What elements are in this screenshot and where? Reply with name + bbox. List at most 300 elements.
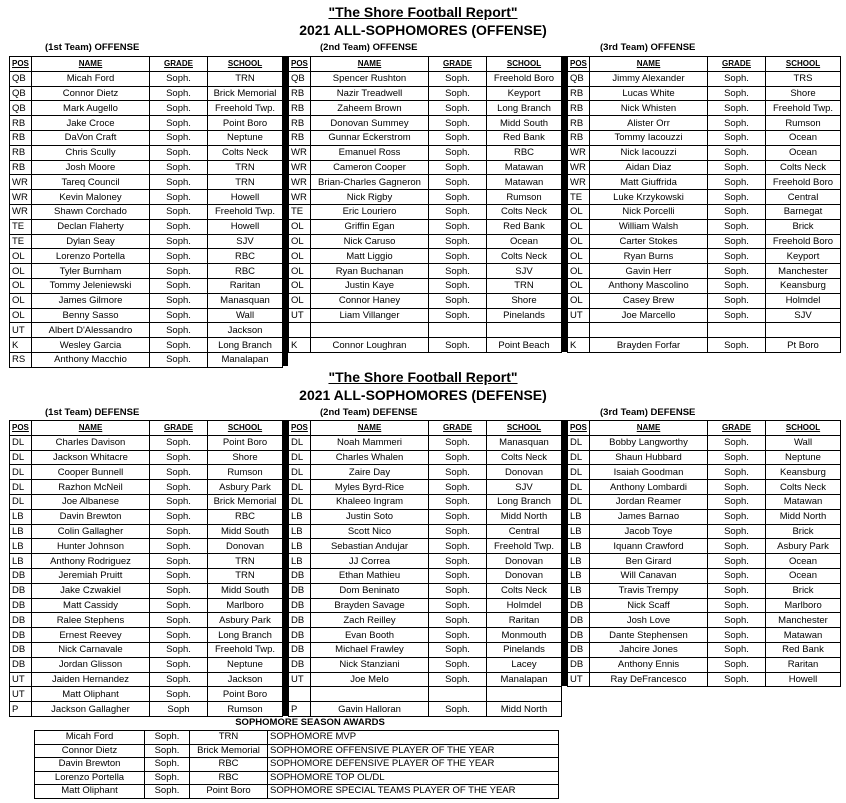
cell-pos: DL <box>289 435 311 450</box>
cell-name <box>311 323 429 338</box>
cell-pos: DL <box>289 450 311 465</box>
cell-pos: UT <box>10 323 32 338</box>
cell-school: Midd South <box>208 583 283 598</box>
cell-school: Manasquan <box>487 435 562 450</box>
cell-school: Freehold Twp. <box>208 642 283 657</box>
cell-school: Colts Neck <box>487 583 562 598</box>
cell-pos: WR <box>289 145 311 160</box>
cell-grade: Soph. <box>708 308 766 323</box>
cell-school: Donovan <box>487 465 562 480</box>
cell-school: Manasquan <box>208 293 283 308</box>
cell-school: Midd South <box>208 524 283 539</box>
cell-grade: Soph. <box>150 338 208 353</box>
cell-name: Luke Krzykowski <box>590 190 708 205</box>
cell-pos: DB <box>289 568 311 583</box>
cell-pos: OL <box>289 278 311 293</box>
cell-pos: WR <box>568 175 590 190</box>
cell-pos: DB <box>568 628 590 643</box>
award-school: RBC <box>190 758 268 772</box>
cell-school: Asbury Park <box>208 613 283 628</box>
cell-grade: Soph. <box>708 86 766 101</box>
table-row <box>568 264 841 279</box>
cell-pos: WR <box>568 145 590 160</box>
cell-name: James Barnao <box>590 509 708 524</box>
cell-pos: DL <box>10 435 32 450</box>
table-row <box>10 568 283 583</box>
table-row <box>289 568 562 583</box>
cell-pos: DL <box>568 494 590 509</box>
defense-team1-title: (1st Team) DEFENSE <box>45 407 140 418</box>
table-row <box>568 613 841 628</box>
cell-school: Pinelands <box>487 308 562 323</box>
cell-grade: Soph. <box>708 554 766 569</box>
column-header-school: SCHOOL <box>487 57 562 72</box>
table-row <box>568 598 841 613</box>
column-header-school: SCHOOL <box>208 57 283 72</box>
table-row <box>10 116 283 131</box>
cell-name: Dylan Seay <box>32 234 150 249</box>
cell-pos: LB <box>568 524 590 539</box>
offense-team1-title: (1st Team) OFFENSE <box>45 42 140 53</box>
cell-pos: DB <box>289 598 311 613</box>
table-row <box>10 71 283 86</box>
cell-name: Travis Trempy <box>590 583 708 598</box>
cell-pos: QB <box>289 71 311 86</box>
cell-grade: Soph. <box>429 308 487 323</box>
cell-name: Myles Byrd-Rice <box>311 480 429 495</box>
cell-school: Point Boro <box>208 116 283 131</box>
cell-pos: LB <box>568 509 590 524</box>
cell-name: Lorenzo Portella <box>32 249 150 264</box>
cell-name: Gavin Herr <box>590 264 708 279</box>
column-header-grade: GRADE <box>708 57 766 72</box>
table-row <box>10 702 283 717</box>
cell-name: Shaun Hubbard <box>590 450 708 465</box>
cell-name: Ray DeFrancesco <box>590 672 708 687</box>
cell-name: Gunnar Eckerstrom <box>311 130 429 145</box>
cell-name: Jaiden Hernandez <box>32 672 150 687</box>
table-row <box>10 524 283 539</box>
table-row <box>289 219 562 234</box>
cell-grade: Soph. <box>429 465 487 480</box>
defense-team2-header-row <box>289 421 562 436</box>
cell-name: Justin Kaye <box>311 278 429 293</box>
table-row <box>289 509 562 524</box>
cell-pos: LB <box>568 539 590 554</box>
cell-school: Lacey <box>487 657 562 672</box>
cell-grade: Soph. <box>150 509 208 524</box>
table-row <box>10 539 283 554</box>
cell-grade: Soph. <box>150 219 208 234</box>
award-school: Brick Memorial <box>190 744 268 758</box>
cell-grade: Soph. <box>429 480 487 495</box>
cell-school: Matawan <box>766 628 841 643</box>
cell-school: TRN <box>208 554 283 569</box>
cell-name: Tommy Iacouzzi <box>590 130 708 145</box>
cell-grade: Soph. <box>708 293 766 308</box>
table-row <box>568 101 841 116</box>
cell-name: Nick Stanziani <box>311 657 429 672</box>
cell-pos: DB <box>568 657 590 672</box>
cell-school: TRN <box>487 278 562 293</box>
cell-pos: OL <box>568 278 590 293</box>
cell-pos <box>568 323 590 338</box>
cell-school: Manalapan <box>208 352 283 367</box>
cell-grade: Soph. <box>150 101 208 116</box>
table-row <box>289 539 562 554</box>
cell-name: Jeremiah Pruitt <box>32 568 150 583</box>
cell-grade: Soph. <box>150 160 208 175</box>
column-header-pos: POS <box>289 421 311 436</box>
cell-school: Rumson <box>208 465 283 480</box>
cell-school: RBC <box>487 145 562 160</box>
cell-school: Marlboro <box>766 598 841 613</box>
cell-name: Brian-Charles Gagneron <box>311 175 429 190</box>
cell-name: Evan Booth <box>311 628 429 643</box>
cell-grade: Soph. <box>429 435 487 450</box>
table-row <box>289 264 562 279</box>
cell-pos: OL <box>289 249 311 264</box>
cell-school <box>487 323 562 338</box>
table-row <box>289 204 562 219</box>
cell-pos: RB <box>10 145 32 160</box>
table-row <box>568 278 841 293</box>
cell-school: TRN <box>208 71 283 86</box>
cell-grade: Soph. <box>150 642 208 657</box>
award-row <box>35 744 559 758</box>
cell-school: Rumson <box>766 116 841 131</box>
cell-name: Ethan Mathieu <box>311 568 429 583</box>
table-row <box>10 234 283 249</box>
cell-school: Rumson <box>208 702 283 717</box>
cell-pos: DB <box>10 642 32 657</box>
cell-pos: DL <box>10 494 32 509</box>
cell-grade: Soph. <box>150 687 208 702</box>
cell-name: Zaheem Brown <box>311 101 429 116</box>
cell-school: Manchester <box>766 613 841 628</box>
cell-name: James Gilmore <box>32 293 150 308</box>
cell-grade: Soph. <box>708 598 766 613</box>
cell-pos: UT <box>10 672 32 687</box>
cell-pos: RB <box>568 130 590 145</box>
cell-school: Ocean <box>766 554 841 569</box>
cell-pos: LB <box>568 583 590 598</box>
table-row <box>568 204 841 219</box>
cell-grade: Soph. <box>150 657 208 672</box>
table-row <box>10 338 283 353</box>
table-row <box>10 628 283 643</box>
cell-name: Joe Albanese <box>32 494 150 509</box>
cell-grade: Soph. <box>429 130 487 145</box>
cell-name: Josh Love <box>590 613 708 628</box>
table-row <box>289 101 562 116</box>
award-grade: Soph. <box>145 758 190 772</box>
cell-school: Matawan <box>766 494 841 509</box>
cell-school: Matawan <box>487 160 562 175</box>
cell-name: Cooper Bunnell <box>32 465 150 480</box>
cell-name: Colin Gallagher <box>32 524 150 539</box>
cell-school: SJV <box>487 264 562 279</box>
cell-pos: K <box>289 338 311 353</box>
award-grade: Soph. <box>145 785 190 799</box>
table-row <box>568 323 841 338</box>
cell-name: Davin Brewton <box>32 509 150 524</box>
cell-school: Freehold Twp. <box>766 101 841 116</box>
table-row <box>568 219 841 234</box>
cell-name: Michael Frawley <box>311 642 429 657</box>
cell-school: Central <box>766 190 841 205</box>
cell-pos: LB <box>289 539 311 554</box>
award-title: SOPHOMORE SPECIAL TEAMS PLAYER OF THE YEAR <box>268 785 559 799</box>
cell-grade: Soph. <box>708 465 766 480</box>
cell-pos: QB <box>568 71 590 86</box>
cell-school: Point Boro <box>208 687 283 702</box>
cell-name <box>590 323 708 338</box>
cell-pos: RB <box>10 160 32 175</box>
cell-school <box>766 323 841 338</box>
cell-name: Anthony Mascolino <box>590 278 708 293</box>
cell-name: Justin Soto <box>311 509 429 524</box>
cell-school: Ocean <box>766 130 841 145</box>
table-row <box>289 86 562 101</box>
cell-school: Asbury Park <box>208 480 283 495</box>
cell-name: Griffin Egan <box>311 219 429 234</box>
table-row <box>568 672 841 687</box>
cell-name: Hunter Johnson <box>32 539 150 554</box>
cell-school: Long Branch <box>208 338 283 353</box>
cell-school: Colts Neck <box>487 204 562 219</box>
cell-grade: Soph. <box>708 628 766 643</box>
cell-school: SJV <box>487 480 562 495</box>
award-row <box>35 785 559 799</box>
table-row <box>10 175 283 190</box>
cell-pos: UT <box>10 687 32 702</box>
cell-school: Freehold Twp. <box>208 101 283 116</box>
cell-name: Emanuel Ross <box>311 145 429 160</box>
cell-pos: RB <box>289 130 311 145</box>
cell-grade: Soph. <box>429 657 487 672</box>
cell-school: Wall <box>766 435 841 450</box>
cell-name: Matt Cassidy <box>32 598 150 613</box>
cell-pos: DB <box>289 628 311 643</box>
cell-name: Mark Augello <box>32 101 150 116</box>
cell-school: Colts Neck <box>766 480 841 495</box>
cell-grade: Soph. <box>150 175 208 190</box>
cell-name: Eric Louriero <box>311 204 429 219</box>
cell-school: Long Branch <box>487 494 562 509</box>
cell-pos: LB <box>10 509 32 524</box>
cell-name: Wesley Garcia <box>32 338 150 353</box>
cell-name: Jackson Gallagher <box>32 702 150 717</box>
cell-name: Spencer Rushton <box>311 71 429 86</box>
table-row <box>568 116 841 131</box>
column-header-school: SCHOOL <box>487 421 562 436</box>
table-row <box>568 130 841 145</box>
cell-school: Midd South <box>487 116 562 131</box>
offense-report-title: "The Shore Football Report" <box>328 4 518 20</box>
cell-school: Neptune <box>208 657 283 672</box>
cell-school: Shore <box>208 450 283 465</box>
cell-grade: Soph. <box>429 554 487 569</box>
cell-grade: Soph. <box>429 204 487 219</box>
cell-pos: LB <box>10 554 32 569</box>
table-row <box>10 435 283 450</box>
cell-grade: Soph. <box>708 435 766 450</box>
cell-name: Jahcire Jones <box>590 642 708 657</box>
table-row <box>10 554 283 569</box>
cell-school: Long Branch <box>487 101 562 116</box>
cell-name: Brayden Savage <box>311 598 429 613</box>
offense-team3-title: (3rd Team) OFFENSE <box>600 42 696 53</box>
table-row <box>568 145 841 160</box>
cell-pos: DL <box>568 480 590 495</box>
table-row <box>10 687 283 702</box>
cell-pos: DL <box>10 480 32 495</box>
cell-grade: Soph. <box>150 278 208 293</box>
cell-grade: Soph. <box>708 219 766 234</box>
cell-grade: Soph. <box>150 190 208 205</box>
cell-grade: Soph. <box>150 435 208 450</box>
cell-grade: Soph. <box>150 583 208 598</box>
cell-name <box>311 687 429 702</box>
cell-name: Declan Flaherty <box>32 219 150 234</box>
award-school: RBC <box>190 771 268 785</box>
cell-grade: Soph. <box>708 450 766 465</box>
cell-pos: DB <box>568 613 590 628</box>
table-row <box>10 190 283 205</box>
column-header-name: NAME <box>590 57 708 72</box>
cell-grade: Soph. <box>708 539 766 554</box>
cell-pos: OL <box>568 264 590 279</box>
defense-team3-table <box>567 420 841 687</box>
cell-name: Gavin Halloran <box>311 702 429 717</box>
table-row <box>289 524 562 539</box>
table-row <box>10 145 283 160</box>
cell-pos: TE <box>289 204 311 219</box>
table-row <box>289 160 562 175</box>
cell-name: Jimmy Alexander <box>590 71 708 86</box>
cell-pos: DL <box>10 450 32 465</box>
cell-grade <box>708 323 766 338</box>
cell-pos: UT <box>568 308 590 323</box>
cell-pos: OL <box>10 249 32 264</box>
cell-school: SJV <box>766 308 841 323</box>
table-row <box>289 613 562 628</box>
award-school: TRN <box>190 731 268 745</box>
offense-divider-1 <box>282 56 288 366</box>
award-title: SOPHOMORE DEFENSIVE PLAYER OF THE YEAR <box>268 758 559 772</box>
cell-school: Ocean <box>487 234 562 249</box>
defense-team1-table <box>9 420 283 717</box>
table-row <box>289 657 562 672</box>
table-row <box>289 293 562 308</box>
table-row <box>568 450 841 465</box>
cell-school: Raritan <box>487 613 562 628</box>
table-row <box>568 642 841 657</box>
cell-name: Khaleeo Ingram <box>311 494 429 509</box>
awards-table <box>34 730 559 799</box>
cell-grade: Soph. <box>708 657 766 672</box>
cell-grade: Soph. <box>150 293 208 308</box>
table-row <box>10 160 283 175</box>
cell-grade: Soph. <box>150 86 208 101</box>
cell-pos: OL <box>568 234 590 249</box>
cell-name: Dom Beninato <box>311 583 429 598</box>
cell-grade: Soph. <box>708 613 766 628</box>
cell-pos: OL <box>289 293 311 308</box>
table-row <box>10 598 283 613</box>
cell-name: Sebastian Andujar <box>311 539 429 554</box>
cell-grade: Soph. <box>708 175 766 190</box>
cell-grade <box>429 687 487 702</box>
cell-school: Wall <box>208 308 283 323</box>
cell-name: Matt Oliphant <box>32 687 150 702</box>
cell-grade: Soph. <box>429 613 487 628</box>
table-row <box>568 308 841 323</box>
cell-school: Keansburg <box>766 278 841 293</box>
cell-school: Red Bank <box>487 219 562 234</box>
cell-grade: Soph. <box>429 101 487 116</box>
cell-pos: DL <box>10 465 32 480</box>
offense-heading: 2021 ALL-SOPHOMORES (OFFENSE) <box>299 22 547 38</box>
cell-name: Ryan Buchanan <box>311 264 429 279</box>
cell-school: Shore <box>487 293 562 308</box>
column-header-grade: GRADE <box>708 421 766 436</box>
cell-grade <box>429 323 487 338</box>
cell-school: Jackson <box>208 323 283 338</box>
cell-pos: DL <box>289 494 311 509</box>
defense-divider-1 <box>282 420 288 716</box>
table-row <box>289 190 562 205</box>
cell-school: Point Boro <box>208 435 283 450</box>
table-row <box>568 480 841 495</box>
column-header-name: NAME <box>32 421 150 436</box>
cell-school: Ocean <box>766 145 841 160</box>
cell-pos: OL <box>10 308 32 323</box>
cell-grade: Soph. <box>708 338 766 353</box>
defense-divider-2 <box>561 420 567 686</box>
cell-pos: WR <box>568 160 590 175</box>
cell-pos: LB <box>568 568 590 583</box>
column-header-grade: GRADE <box>150 421 208 436</box>
cell-name: Aidan Diaz <box>590 160 708 175</box>
cell-grade: Soph. <box>150 323 208 338</box>
cell-school: Donovan <box>487 554 562 569</box>
cell-name: Liam Villanger <box>311 308 429 323</box>
cell-grade: Soph. <box>708 672 766 687</box>
cell-pos: DB <box>10 657 32 672</box>
table-row <box>568 628 841 643</box>
cell-name: Nick Whisten <box>590 101 708 116</box>
cell-name: Zach Reilley <box>311 613 429 628</box>
table-row <box>289 687 562 702</box>
table-row <box>289 175 562 190</box>
cell-pos: DB <box>568 598 590 613</box>
cell-name: Kevin Maloney <box>32 190 150 205</box>
cell-grade: Soph. <box>429 583 487 598</box>
cell-name: Micah Ford <box>32 71 150 86</box>
award-grade: Soph. <box>145 771 190 785</box>
cell-name: Jordan Glisson <box>32 657 150 672</box>
cell-grade: Soph. <box>429 568 487 583</box>
column-header-pos: POS <box>10 421 32 436</box>
award-title: SOPHOMORE OFFENSIVE PLAYER OF THE YEAR <box>268 744 559 758</box>
cell-name: Albert D'Alessandro <box>32 323 150 338</box>
cell-name: Matt Giuffrida <box>590 175 708 190</box>
offense-team3-table <box>567 56 841 353</box>
cell-school: Freehold Boro <box>766 175 841 190</box>
column-header-school: SCHOOL <box>208 421 283 436</box>
